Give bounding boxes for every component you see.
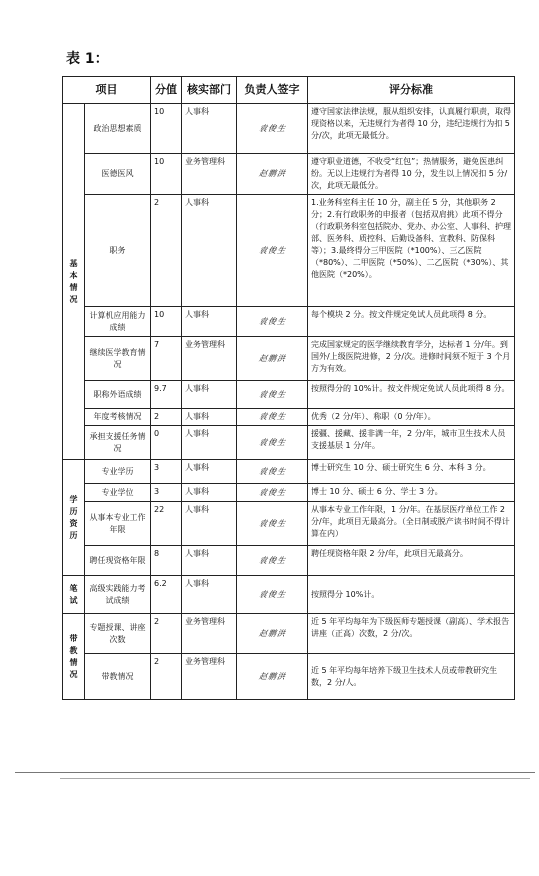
signature: 赵鹏洪: [237, 154, 308, 195]
scan-divider: [60, 778, 530, 779]
table-row: [63, 426, 515, 460]
table-row: [63, 307, 515, 337]
signature: 赵鹏洪: [237, 614, 308, 654]
signature: 赵鹏洪: [237, 337, 308, 381]
row-score: 2: [151, 409, 182, 426]
row-criteria: 博士 10 分、硕士 6 分、学士 3 分。: [308, 484, 515, 502]
row-score: 10: [151, 307, 182, 337]
row-score: 22: [151, 502, 182, 546]
table-row: [63, 104, 515, 154]
signature: 袁俊生: [237, 381, 308, 409]
table-row: [63, 409, 515, 426]
row-score: 10: [151, 104, 182, 154]
table-row: [63, 195, 515, 307]
table-row: [63, 381, 515, 409]
row-score: 2: [151, 195, 182, 307]
header-criteria: 评分标准: [308, 77, 515, 104]
row-score: 10: [151, 154, 182, 195]
row-item: 年度考核情况: [85, 409, 151, 426]
header-signature: 负责人签字: [237, 77, 308, 104]
header-dept: 核实部门: [182, 77, 237, 104]
row-criteria: 从事本专业工作年限，1 分/年。在基层医疗单位工作 2 分/年，此项目无最高分。（全日制或脱产读书时间不得计算在内）: [308, 502, 515, 546]
row-item: 医德医风: [85, 154, 151, 195]
table-row: [63, 576, 515, 614]
table-row: [63, 337, 515, 381]
signature: 袁俊生: [237, 409, 308, 426]
signature: 袁俊生: [237, 104, 308, 154]
signature: 袁俊生: [237, 460, 308, 484]
row-criteria: 优秀（2 分/年）、称职（0 分/年）。: [308, 409, 515, 426]
row-item: 聘任现资格年限: [85, 546, 151, 576]
row-dept: 业务管理科: [182, 654, 237, 700]
row-dept: 人事科: [182, 426, 237, 460]
table-row: [63, 502, 515, 546]
header-score: 分值: [151, 77, 182, 104]
row-criteria: 遵守国家法律法规，服从组织安排，认真履行职责，取得现资格以来，无违规行为者得 10 分，违纪违规行为扣 5 分/次，此项无最低分。: [308, 104, 515, 154]
row-dept: 业务管理科: [182, 154, 237, 195]
row-item: 职称外语成绩: [85, 381, 151, 409]
row-criteria: 按照得分 10%计。: [308, 576, 515, 614]
row-item: 专业学位: [85, 484, 151, 502]
table-row: [63, 614, 515, 654]
table-row: [63, 484, 515, 502]
row-score: 3: [151, 460, 182, 484]
section-teaching: 带教情况: [63, 614, 85, 700]
row-item: 专业学历: [85, 460, 151, 484]
row-criteria: 1.业务科室科主任 10 分，副主任 5 分，其他职务 2 分；2.有行政职务的申报者（包括双肩挑）此项不得分（行政职务科室包括院办、党办、办公室、人事科、护理部、医务科、质控科、后勤设备科、宣教科、防保科等）；3.最终得分三甲医院（*100%）、三乙医院（*80%）、二甲医院（*50%）、二乙医院（*30%）、其他医院（*20%）。: [308, 195, 515, 307]
row-criteria: 博士研究生 10 分、硕士研究生 6 分、本科 3 分。: [308, 460, 515, 484]
scoring-table: [62, 76, 515, 700]
row-dept: 业务管理科: [182, 337, 237, 381]
header-item: 项目: [63, 77, 151, 104]
row-dept: 人事科: [182, 460, 237, 484]
row-dept: 人事科: [182, 546, 237, 576]
header-row: [63, 77, 515, 104]
table-row: [63, 154, 515, 195]
row-criteria: 近 5 年平均每年培养下级卫生技术人员或带教研究生数，2 分/人。: [308, 654, 515, 700]
signature: 袁俊生: [237, 195, 308, 307]
scan-divider: [15, 772, 535, 773]
row-criteria: 遵守职业道德，不收受“红包”；热情服务，避免医患纠纷。无以上违规行为者得 10 分，发生以上情况扣 5 分/次，此项无最低分。: [308, 154, 515, 195]
row-item: 承担支援任务情况: [85, 426, 151, 460]
signature: 袁俊生: [237, 307, 308, 337]
table-caption: 表 1：: [66, 51, 109, 67]
row-score: 3: [151, 484, 182, 502]
row-criteria: 按照得分的 10%计。按文件规定免试人员此项得 8 分。: [308, 381, 515, 409]
row-criteria: 援疆、援藏、援非满一年，2 分/年，城市卫生技术人员支援基层 1 分/年。: [308, 426, 515, 460]
table-row: [63, 546, 515, 576]
row-item: 从事本专业工作年限: [85, 502, 151, 546]
row-dept: 人事科: [182, 484, 237, 502]
row-score: 9.7: [151, 381, 182, 409]
signature: 袁俊生: [237, 576, 308, 614]
row-score: 2: [151, 654, 182, 700]
section-education: 学历资历: [63, 460, 85, 576]
row-item: 职务: [85, 195, 151, 307]
row-dept: 人事科: [182, 381, 237, 409]
row-criteria: 近 5 年平均每年为下级医师专题授课（副高）、学术报告讲座（正高）次数，2 分/次。: [308, 614, 515, 654]
signature: 袁俊生: [237, 546, 308, 576]
row-criteria: 完成国家规定的医学继续教育学分，达标者 1 分/年。到国外/上级医院进修，2 分/次。进修时间须不短于 3 个月方为有效。: [308, 337, 515, 381]
signature: 赵鹏洪: [237, 654, 308, 700]
row-criteria: 每个模块 2 分。按文件规定免试人员此项得 8 分。: [308, 307, 515, 337]
section-basic: 基本情况: [63, 104, 85, 460]
row-dept: 人事科: [182, 104, 237, 154]
row-score: 7: [151, 337, 182, 381]
row-dept: 人事科: [182, 576, 237, 614]
row-score: 8: [151, 546, 182, 576]
signature: 袁俊生: [237, 484, 308, 502]
row-item: 专题授课、讲座次数: [85, 614, 151, 654]
row-score: 2: [151, 614, 182, 654]
row-item: 继续医学教育情况: [85, 337, 151, 381]
row-score: 6.2: [151, 576, 182, 614]
row-dept: 人事科: [182, 195, 237, 307]
row-item: 计算机应用能力成绩: [85, 307, 151, 337]
table-row: [63, 460, 515, 484]
row-dept: 人事科: [182, 307, 237, 337]
row-criteria: 聘任现资格年限 2 分/年，此项目无最高分。: [308, 546, 515, 576]
section-exam: 笔试: [63, 576, 85, 614]
row-item: 带教情况: [85, 654, 151, 700]
row-dept: 人事科: [182, 409, 237, 426]
row-dept: 业务管理科: [182, 614, 237, 654]
signature: 袁俊生: [237, 502, 308, 546]
row-dept: 人事科: [182, 502, 237, 546]
row-item: 政治思想素质: [85, 104, 151, 154]
signature: 袁俊生: [237, 426, 308, 460]
row-item: 高级实践能力考试成绩: [85, 576, 151, 614]
row-score: 0: [151, 426, 182, 460]
table-row: [63, 654, 515, 700]
